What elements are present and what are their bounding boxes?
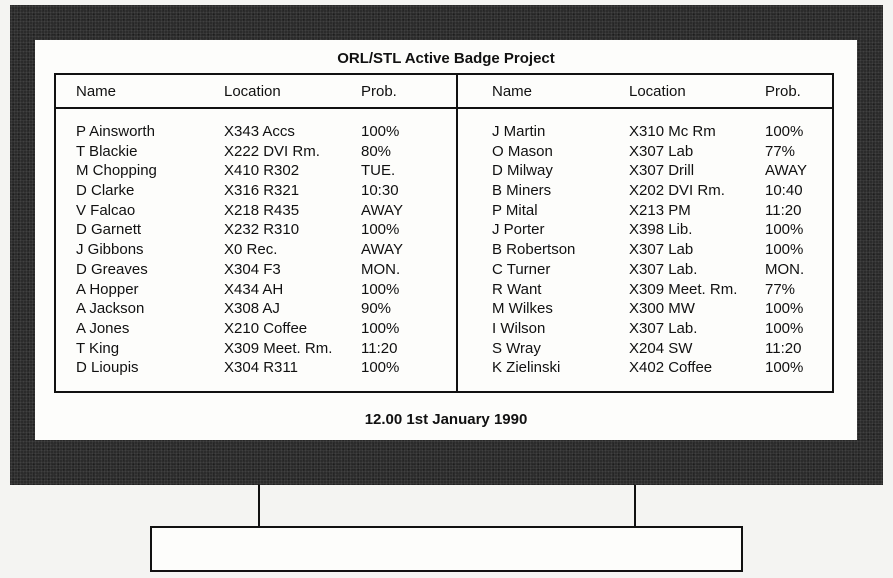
table-row xyxy=(458,280,834,300)
table-row xyxy=(56,142,456,162)
table-row xyxy=(56,260,456,280)
table-row xyxy=(458,161,834,181)
location-cell: X218 R435 xyxy=(224,201,300,219)
person-name: D Garnett xyxy=(76,221,142,239)
prob-cell: 100% xyxy=(361,123,400,140)
person-name: C Turner xyxy=(492,260,551,278)
location-cell: X309 Meet. Rm. xyxy=(224,339,333,357)
location-cell: X410 R302 xyxy=(224,162,300,180)
person-name: S Wray xyxy=(492,339,541,357)
keyboard-base xyxy=(150,526,743,572)
table-row xyxy=(458,240,834,260)
person-name: V Falcao xyxy=(76,201,136,219)
prob-cell: 11:20 xyxy=(361,339,398,357)
person-name: P Mital xyxy=(492,201,538,219)
location-cell: X434 AH xyxy=(224,280,284,298)
header-name: Name xyxy=(492,83,533,100)
location-cell: X300 MW xyxy=(629,300,695,318)
table-row xyxy=(56,220,456,240)
table-left-half xyxy=(56,75,456,391)
table-row xyxy=(458,358,834,378)
prob-cell: 100% xyxy=(765,221,804,239)
prob-cell: 11:20 xyxy=(765,339,802,357)
person-name: I Wilson xyxy=(492,319,546,337)
location-cell: X307 Lab xyxy=(629,241,694,259)
location-cell: X307 Lab xyxy=(629,142,694,160)
person-name: M Chopping xyxy=(76,162,157,180)
table-row xyxy=(458,201,834,221)
location-cell: X232 R310 xyxy=(224,221,300,239)
display-screen xyxy=(35,40,857,440)
person-name: D Lioupis xyxy=(76,359,139,377)
location-cell: X202 DVI Rm. xyxy=(629,182,725,200)
prob-cell: 77% xyxy=(765,142,796,160)
prob-cell: 100% xyxy=(765,241,804,259)
location-cell: X309 Meet. Rm. xyxy=(629,280,738,298)
prob-cell: 100% xyxy=(361,319,400,337)
table-row xyxy=(56,240,456,260)
table-row xyxy=(56,280,456,300)
prob-cell: AWAY xyxy=(361,201,403,219)
table-row xyxy=(458,142,834,162)
prob-cell: 80% xyxy=(361,142,392,160)
person-name: P Ainsworth xyxy=(76,123,155,140)
prob-cell: 10:30 xyxy=(361,182,399,200)
badge-table xyxy=(54,73,834,393)
header-prob: Prob. xyxy=(361,83,397,100)
prob-cell: TUE. xyxy=(361,162,396,180)
left-rows xyxy=(56,122,456,378)
table-row xyxy=(56,339,456,359)
header-location: Location xyxy=(629,83,686,100)
location-cell: X222 DVI Rm. xyxy=(224,142,320,160)
location-cell: X304 F3 xyxy=(224,260,281,278)
table-row xyxy=(458,220,834,240)
prob-cell: 90% xyxy=(361,300,392,318)
table-row xyxy=(458,319,834,339)
prob-cell: AWAY xyxy=(361,241,403,259)
person-name: T Blackie xyxy=(76,142,138,160)
person-name: M Wilkes xyxy=(492,300,553,318)
prob-cell: 10:40 xyxy=(765,182,803,200)
prob-cell: 100% xyxy=(765,359,804,377)
table-row xyxy=(458,181,834,201)
location-cell: X402 Coffee xyxy=(629,359,713,377)
person-name: T King xyxy=(76,339,120,357)
timestamp: 12.00 1st January 1990 xyxy=(364,411,528,428)
location-cell: X307 Lab. xyxy=(629,260,698,278)
right-rows xyxy=(458,122,834,378)
prob-cell: 100% xyxy=(765,319,804,337)
header-location: Location xyxy=(224,83,281,100)
table-row xyxy=(56,181,456,201)
prob-cell: 100% xyxy=(765,123,804,140)
person-name: J Gibbons xyxy=(76,241,144,259)
location-cell: X204 SW xyxy=(629,339,693,357)
location-cell: X316 R321 xyxy=(224,182,300,200)
person-name: R Want xyxy=(492,280,542,298)
header-name: Name xyxy=(76,83,117,100)
location-cell: X307 Lab. xyxy=(629,319,698,337)
table-row xyxy=(56,358,456,378)
location-cell: X210 Coffee xyxy=(224,319,308,337)
location-cell: X308 AJ xyxy=(224,300,280,318)
prob-cell: AWAY xyxy=(765,162,807,180)
location-cell: X343 Accs xyxy=(224,123,295,140)
person-name: B Miners xyxy=(492,182,552,200)
prob-cell: MON. xyxy=(765,260,805,278)
person-name: K Zielinski xyxy=(492,359,561,377)
person-name: J Martin xyxy=(492,123,546,140)
location-cell: X213 PM xyxy=(629,201,691,219)
person-name: A Jackson xyxy=(76,300,145,318)
table-row xyxy=(56,201,456,221)
location-cell: X307 Drill xyxy=(629,162,695,180)
location-cell: X304 R311 xyxy=(224,359,298,377)
prob-cell: 100% xyxy=(361,221,400,239)
person-name: O Mason xyxy=(492,142,553,160)
location-cell: X0 Rec. xyxy=(224,241,278,259)
person-name: D Milway xyxy=(492,162,553,180)
stand-post-left xyxy=(258,485,260,527)
person-name: J Porter xyxy=(492,221,545,239)
table-row xyxy=(458,260,834,280)
table-row xyxy=(56,299,456,319)
table-right-half xyxy=(458,75,834,391)
prob-cell: MON. xyxy=(361,260,401,278)
person-name: A Hopper xyxy=(76,280,139,298)
table-row xyxy=(56,122,456,142)
prob-cell: 11:20 xyxy=(765,201,802,219)
table-row xyxy=(458,299,834,319)
prob-cell: 100% xyxy=(765,300,804,318)
table-row xyxy=(458,339,834,359)
table-row xyxy=(458,122,834,142)
prob-cell: 100% xyxy=(361,280,400,298)
prob-cell: 77% xyxy=(765,280,796,298)
table-row xyxy=(56,161,456,181)
person-name: D Greaves xyxy=(76,260,148,278)
person-name: D Clarke xyxy=(76,182,135,200)
person-name: B Robertson xyxy=(492,241,576,259)
location-cell: X310 Mc Rm xyxy=(629,123,716,140)
page-title: ORL/STL Active Badge Project xyxy=(337,50,555,67)
monitor-bezel xyxy=(10,5,883,485)
stand-post-right xyxy=(634,485,636,527)
location-cell: X398 Lib. xyxy=(629,221,693,239)
header-prob: Prob. xyxy=(765,83,801,100)
table-row xyxy=(56,319,456,339)
prob-cell: 100% xyxy=(361,359,400,377)
person-name: A Jones xyxy=(76,319,130,337)
